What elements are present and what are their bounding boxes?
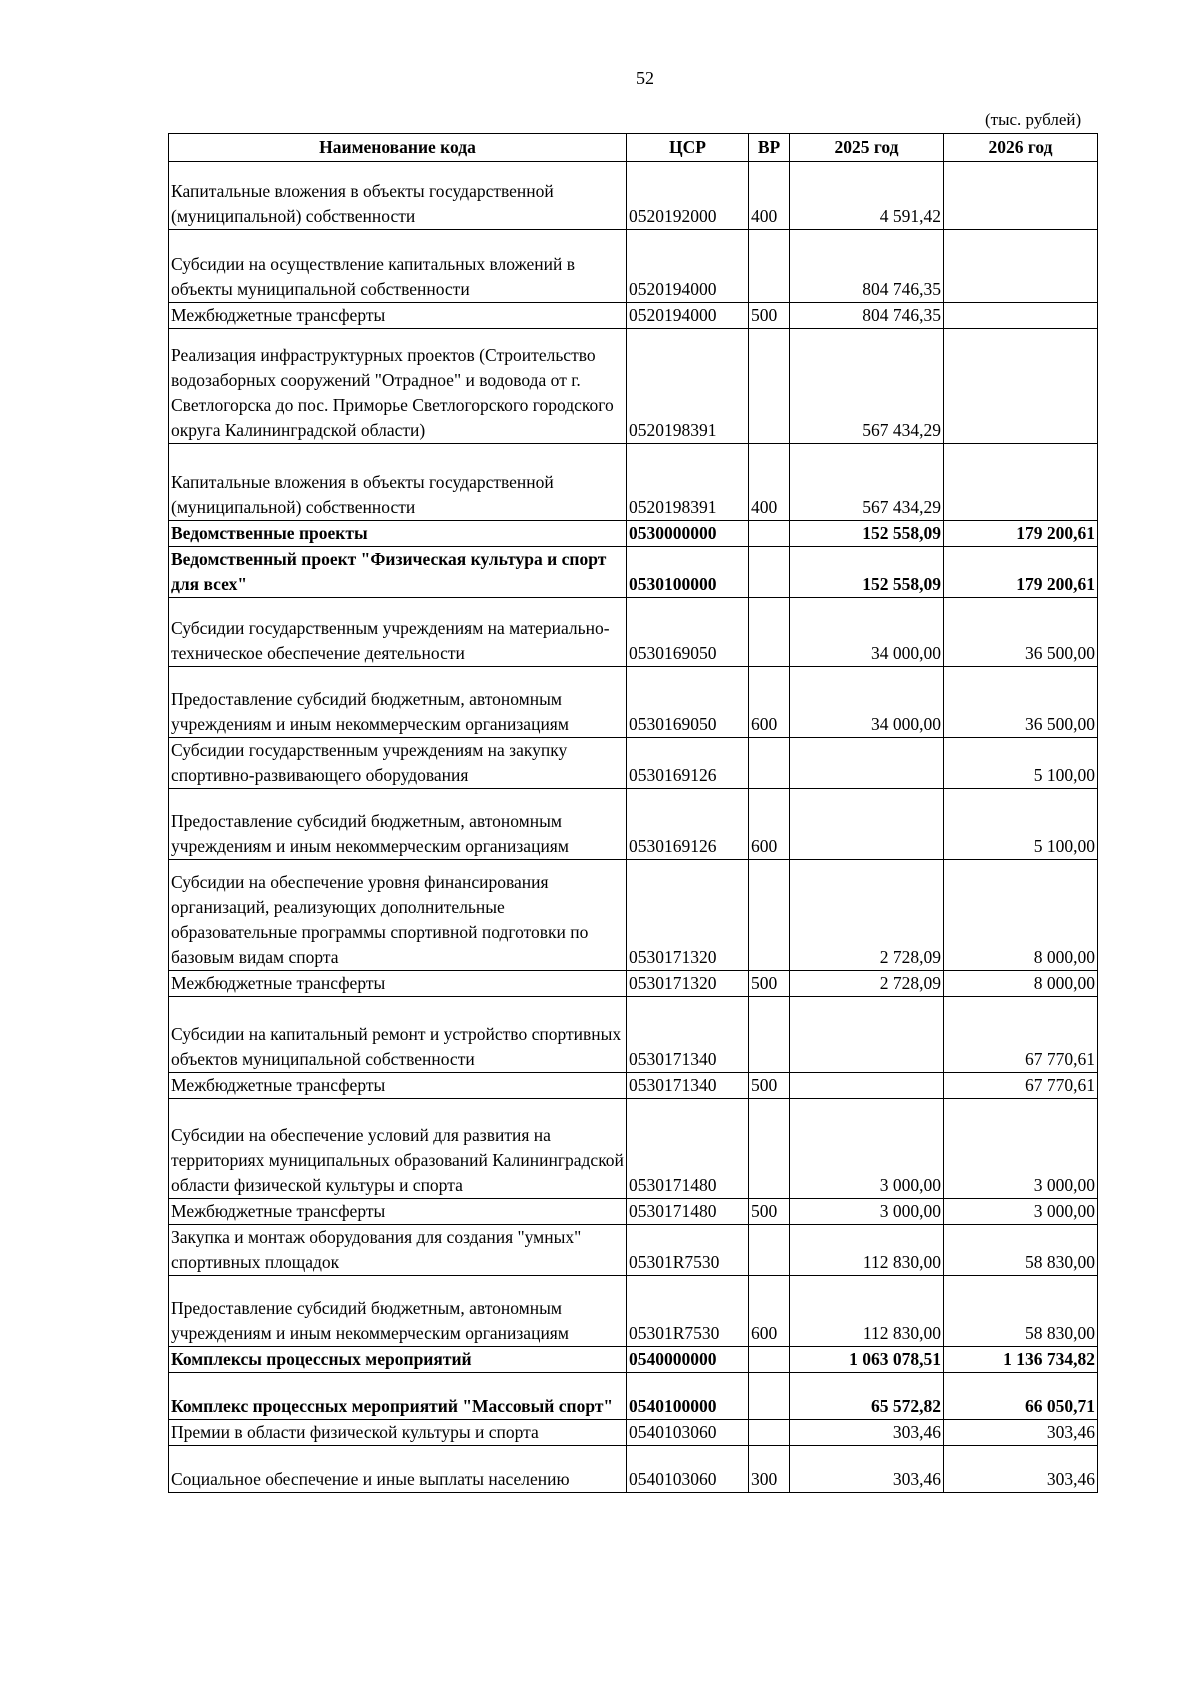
row-name-cell: Межбюджетные трансферты: [169, 971, 627, 997]
row-2026-cell: 5 100,00: [944, 738, 1098, 789]
row-csr-cell: 0530171320: [627, 860, 749, 971]
row-name-cell: Закупка и монтаж оборудования для создания "умных" спортивных площадок: [169, 1225, 627, 1276]
row-2025-cell: 804 746,35: [790, 303, 944, 329]
table-header-row: [169, 134, 1098, 162]
row-name-cell: Субсидии на осуществление капитальных вложений в объекты муниципальной собственности: [169, 230, 627, 303]
row-csr-cell: 0530169050: [627, 667, 749, 738]
table-row: [169, 1373, 1098, 1420]
row-2026-cell: 8 000,00: [944, 971, 1098, 997]
row-csr-cell: 0530169050: [627, 598, 749, 667]
row-csr-cell: 0530169126: [627, 738, 749, 789]
row-2026-cell: [944, 162, 1098, 230]
row-2026-cell: 8 000,00: [944, 860, 1098, 971]
row-csr-cell: 0530171320: [627, 971, 749, 997]
row-name-cell: Субсидии на обеспечение условий для развития на территориях муниципальных образований Калининградской области физической культуры и спорта: [169, 1099, 627, 1199]
row-csr-cell: 0520192000: [627, 162, 749, 230]
row-name-cell: Межбюджетные трансферты: [169, 303, 627, 329]
row-vr-cell: 600: [749, 1276, 790, 1347]
row-csr-cell: 0530171340: [627, 997, 749, 1073]
row-vr-cell: 500: [749, 971, 790, 997]
row-vr-cell: [749, 521, 790, 547]
table-row: [169, 1099, 1098, 1199]
row-csr-cell: 05301R7530: [627, 1276, 749, 1347]
table-row: [169, 547, 1098, 598]
row-name-cell: Субсидии государственным учреждениям на закупку спортивно-развивающего оборудования: [169, 738, 627, 789]
row-2026-cell: 36 500,00: [944, 667, 1098, 738]
row-name-cell: Межбюджетные трансферты: [169, 1073, 627, 1099]
row-vr-cell: 500: [749, 1199, 790, 1225]
table-row: [169, 1446, 1098, 1493]
row-2026-cell: 303,46: [944, 1420, 1098, 1446]
table-row: [169, 162, 1098, 230]
row-vr-cell: 400: [749, 444, 790, 521]
row-name-cell: Реализация инфраструктурных проектов (Строительство водозаборных сооружений "Отрадное" и водовода от г. Светлогорска до пос. Приморье Светлогорского городского округа Калининградской области): [169, 329, 627, 444]
row-name-cell: Предоставление субсидий бюджетным, автономным учреждениям и иным некоммерческим организациям: [169, 1276, 627, 1347]
table-row: [169, 1073, 1098, 1099]
row-2025-cell: 2 728,09: [790, 860, 944, 971]
row-vr-cell: [749, 1225, 790, 1276]
row-vr-cell: 600: [749, 667, 790, 738]
row-name-cell: Премии в области физической культуры и спорта: [169, 1420, 627, 1446]
row-csr-cell: 0540000000: [627, 1347, 749, 1373]
row-name-cell: Субсидии на обеспечение уровня финансирования организаций, реализующих дополнительные образовательные программы спортивной подготовки по базовым видам спорта: [169, 860, 627, 971]
row-2026-cell: [944, 230, 1098, 303]
table-row: [169, 1347, 1098, 1373]
row-vr-cell: [749, 329, 790, 444]
page-number: 52: [636, 68, 654, 88]
row-vr-cell: [749, 547, 790, 598]
row-2026-cell: [944, 444, 1098, 521]
row-2026-cell: 5 100,00: [944, 789, 1098, 860]
row-2025-cell: [790, 738, 944, 789]
row-2025-cell: 152 558,09: [790, 521, 944, 547]
row-2026-cell: 3 000,00: [944, 1199, 1098, 1225]
row-2025-cell: 804 746,35: [790, 230, 944, 303]
row-2026-cell: 303,46: [944, 1446, 1098, 1493]
row-name-cell: Субсидии государственным учреждениям на материально-техническое обеспечение деятельности: [169, 598, 627, 667]
row-vr-cell: [749, 1420, 790, 1446]
units-label: (тыс. рублей): [985, 110, 1082, 129]
table-row: [169, 598, 1098, 667]
row-2026-cell: 67 770,61: [944, 997, 1098, 1073]
row-2026-cell: 36 500,00: [944, 598, 1098, 667]
row-csr-cell: 0540103060: [627, 1420, 749, 1446]
row-vr-cell: 600: [749, 789, 790, 860]
row-2025-cell: 4 591,42: [790, 162, 944, 230]
row-vr-cell: 400: [749, 162, 790, 230]
table-row: [169, 1420, 1098, 1446]
row-csr-cell: 0530171480: [627, 1099, 749, 1199]
row-2025-cell: [790, 789, 944, 860]
row-2025-cell: 567 434,29: [790, 329, 944, 444]
row-2026-cell: 58 830,00: [944, 1276, 1098, 1347]
row-name-cell: Комплексы процессных мероприятий: [169, 1347, 627, 1373]
row-2025-cell: 65 572,82: [790, 1373, 944, 1420]
row-2025-cell: 3 000,00: [790, 1099, 944, 1199]
row-2026-cell: 179 200,61: [944, 521, 1098, 547]
table-row: [169, 521, 1098, 547]
row-2026-cell: 58 830,00: [944, 1225, 1098, 1276]
row-2026-cell: 179 200,61: [944, 547, 1098, 598]
row-vr-cell: [749, 1099, 790, 1199]
row-name-cell: Капитальные вложения в объекты государственной (муниципальной) собственности: [169, 444, 627, 521]
row-vr-cell: [749, 860, 790, 971]
row-csr-cell: 0530169126: [627, 789, 749, 860]
table-row: [169, 230, 1098, 303]
row-csr-cell: 0520194000: [627, 230, 749, 303]
table-row: [169, 971, 1098, 997]
row-name-cell: Ведомственный проект "Физическая культура и спорт для всех": [169, 547, 627, 598]
row-2025-cell: 34 000,00: [790, 598, 944, 667]
row-vr-cell: [749, 997, 790, 1073]
row-2025-cell: [790, 997, 944, 1073]
table-row: [169, 789, 1098, 860]
row-name-cell: Предоставление субсидий бюджетным, автономным учреждениям и иным некоммерческим организациям: [169, 789, 627, 860]
row-csr-cell: 0530000000: [627, 521, 749, 547]
row-2025-cell: 303,46: [790, 1420, 944, 1446]
row-csr-cell: 0530171480: [627, 1199, 749, 1225]
row-csr-cell: 0540103060: [627, 1446, 749, 1493]
table-row: [169, 860, 1098, 971]
row-2025-cell: 567 434,29: [790, 444, 944, 521]
budget-table: [168, 133, 1098, 1493]
row-vr-cell: 500: [749, 303, 790, 329]
row-csr-cell: 0520198391: [627, 444, 749, 521]
row-name-cell: Социальное обеспечение и иные выплаты населению: [169, 1446, 627, 1493]
row-2025-cell: 303,46: [790, 1446, 944, 1493]
table-row: [169, 738, 1098, 789]
row-name-cell: Межбюджетные трансферты: [169, 1199, 627, 1225]
row-vr-cell: 500: [749, 1073, 790, 1099]
row-2025-cell: 34 000,00: [790, 667, 944, 738]
row-2025-cell: [790, 1073, 944, 1099]
row-2025-cell: 1 063 078,51: [790, 1347, 944, 1373]
row-2026-cell: 66 050,71: [944, 1373, 1098, 1420]
table-row: [169, 997, 1098, 1073]
column-header-2025: 2025 год: [790, 134, 944, 162]
row-vr-cell: [749, 738, 790, 789]
table-row: [169, 1225, 1098, 1276]
row-vr-cell: [749, 1347, 790, 1373]
row-2026-cell: [944, 329, 1098, 444]
row-vr-cell: [749, 1373, 790, 1420]
row-name-cell: Ведомственные проекты: [169, 521, 627, 547]
row-name-cell: Предоставление субсидий бюджетным, автономным учреждениям и иным некоммерческим организациям: [169, 667, 627, 738]
column-header-vr: ВР: [749, 134, 790, 162]
row-csr-cell: 05301R7530: [627, 1225, 749, 1276]
row-2026-cell: 1 136 734,82: [944, 1347, 1098, 1373]
table-row: [169, 303, 1098, 329]
table-row: [169, 329, 1098, 444]
row-2025-cell: 112 830,00: [790, 1225, 944, 1276]
row-2025-cell: 152 558,09: [790, 547, 944, 598]
row-vr-cell: [749, 230, 790, 303]
row-csr-cell: 0540100000: [627, 1373, 749, 1420]
row-csr-cell: 0530171340: [627, 1073, 749, 1099]
row-name-cell: Субсидии на капитальный ремонт и устройство спортивных объектов муниципальной собственности: [169, 997, 627, 1073]
row-csr-cell: 0530100000: [627, 547, 749, 598]
row-name-cell: Капитальные вложения в объекты государственной (муниципальной) собственности: [169, 162, 627, 230]
column-header-csr: ЦСР: [627, 134, 749, 162]
row-name-cell: Комплекс процессных мероприятий "Массовый спорт": [169, 1373, 627, 1420]
table-row: [169, 1199, 1098, 1225]
column-header-name: Наименование кода: [169, 134, 627, 162]
row-2026-cell: 67 770,61: [944, 1073, 1098, 1099]
row-2026-cell: [944, 303, 1098, 329]
row-2025-cell: 112 830,00: [790, 1276, 944, 1347]
row-vr-cell: 300: [749, 1446, 790, 1493]
table-row: [169, 1276, 1098, 1347]
row-vr-cell: [749, 598, 790, 667]
row-2025-cell: 2 728,09: [790, 971, 944, 997]
row-2026-cell: 3 000,00: [944, 1099, 1098, 1199]
column-header-2026: 2026 год: [944, 134, 1098, 162]
table-row: [169, 444, 1098, 521]
row-csr-cell: 0520198391: [627, 329, 749, 444]
row-csr-cell: 0520194000: [627, 303, 749, 329]
table-row: [169, 667, 1098, 738]
row-2025-cell: 3 000,00: [790, 1199, 944, 1225]
